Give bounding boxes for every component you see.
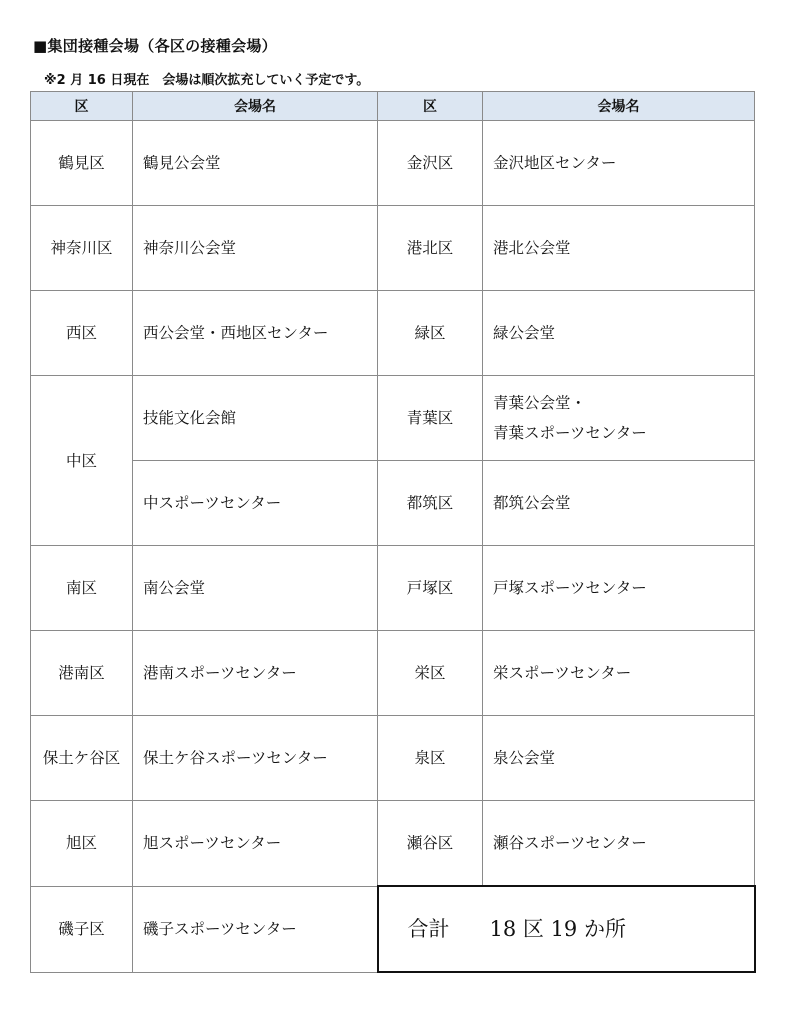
table-row	[31, 291, 755, 376]
total-cell	[378, 886, 755, 972]
total-label: 合計	[407, 917, 450, 941]
venue-cell: 緑公会堂	[483, 291, 755, 376]
ward-cell: 旭区	[31, 801, 133, 887]
table-row	[31, 801, 755, 887]
venue-cell: 神奈川公会堂	[133, 206, 378, 291]
ward-cell: 南区	[31, 546, 133, 631]
venue-cell	[483, 376, 755, 461]
header-ward-right: 区	[378, 92, 483, 121]
ward-cell: 港北区	[378, 206, 483, 291]
update-note: ※2 月 16 日現在 会場は順次拡充していく予定です。	[44, 73, 370, 88]
venue-cell: 旭スポーツセンター	[133, 801, 378, 887]
ward-cell-naka: 中区	[31, 376, 133, 546]
ward-cell: 瀬谷区	[378, 801, 483, 887]
section-title: ■集団接種会場（各区の接種会場）	[33, 37, 277, 55]
venue-cell: 栄スポーツセンター	[483, 631, 755, 716]
table-row	[31, 206, 755, 291]
header-venue-right: 会場名	[483, 92, 755, 121]
table-header-row	[31, 92, 755, 121]
venue-cell: 港南スポーツセンター	[133, 631, 378, 716]
ward-cell: 戸塚区	[378, 546, 483, 631]
venue-cell: 磯子スポーツセンター	[133, 886, 378, 972]
table-row	[31, 376, 755, 461]
ward-cell: 泉区	[378, 716, 483, 801]
ward-cell: 都筑区	[378, 461, 483, 546]
venue-cell: 南公会堂	[133, 546, 378, 631]
venue-cell: 鶴見公会堂	[133, 121, 378, 206]
venue-line: 青葉公会堂・	[493, 394, 587, 412]
ward-cell: 緑区	[378, 291, 483, 376]
table-row	[31, 461, 755, 546]
ward-cell: 青葉区	[378, 376, 483, 461]
venue-cell: 西公会堂・西地区センター	[133, 291, 378, 376]
venue-cell: 戸塚スポーツセンター	[483, 546, 755, 631]
table-row	[31, 546, 755, 631]
ward-cell: 鶴見区	[31, 121, 133, 206]
table-row	[31, 886, 755, 972]
venue-cell: 金沢地区センター	[483, 121, 755, 206]
total-value: 18 区 19 か所	[489, 917, 626, 941]
venue-cell: 技能文化会館	[133, 376, 378, 461]
venue-table	[30, 91, 756, 973]
ward-cell: 金沢区	[378, 121, 483, 206]
venue-cell: 保土ケ谷スポーツセンター	[133, 716, 378, 801]
ward-cell: 栄区	[378, 631, 483, 716]
ward-cell: 神奈川区	[31, 206, 133, 291]
venue-cell: 都筑公会堂	[483, 461, 755, 546]
venue-cell: 港北公会堂	[483, 206, 755, 291]
table-row	[31, 716, 755, 801]
table-row	[31, 121, 755, 206]
ward-cell: 西区	[31, 291, 133, 376]
venue-cell: 泉公会堂	[483, 716, 755, 801]
ward-cell: 磯子区	[31, 886, 133, 972]
header-venue-left: 会場名	[133, 92, 378, 121]
venue-cell: 中スポーツセンター	[133, 461, 378, 546]
venue-cell: 瀬谷スポーツセンター	[483, 801, 755, 887]
table-row	[31, 631, 755, 716]
venue-line: 青葉スポーツセンター	[493, 424, 647, 442]
header-ward-left: 区	[31, 92, 133, 121]
ward-cell: 保土ケ谷区	[31, 716, 133, 801]
ward-cell: 港南区	[31, 631, 133, 716]
